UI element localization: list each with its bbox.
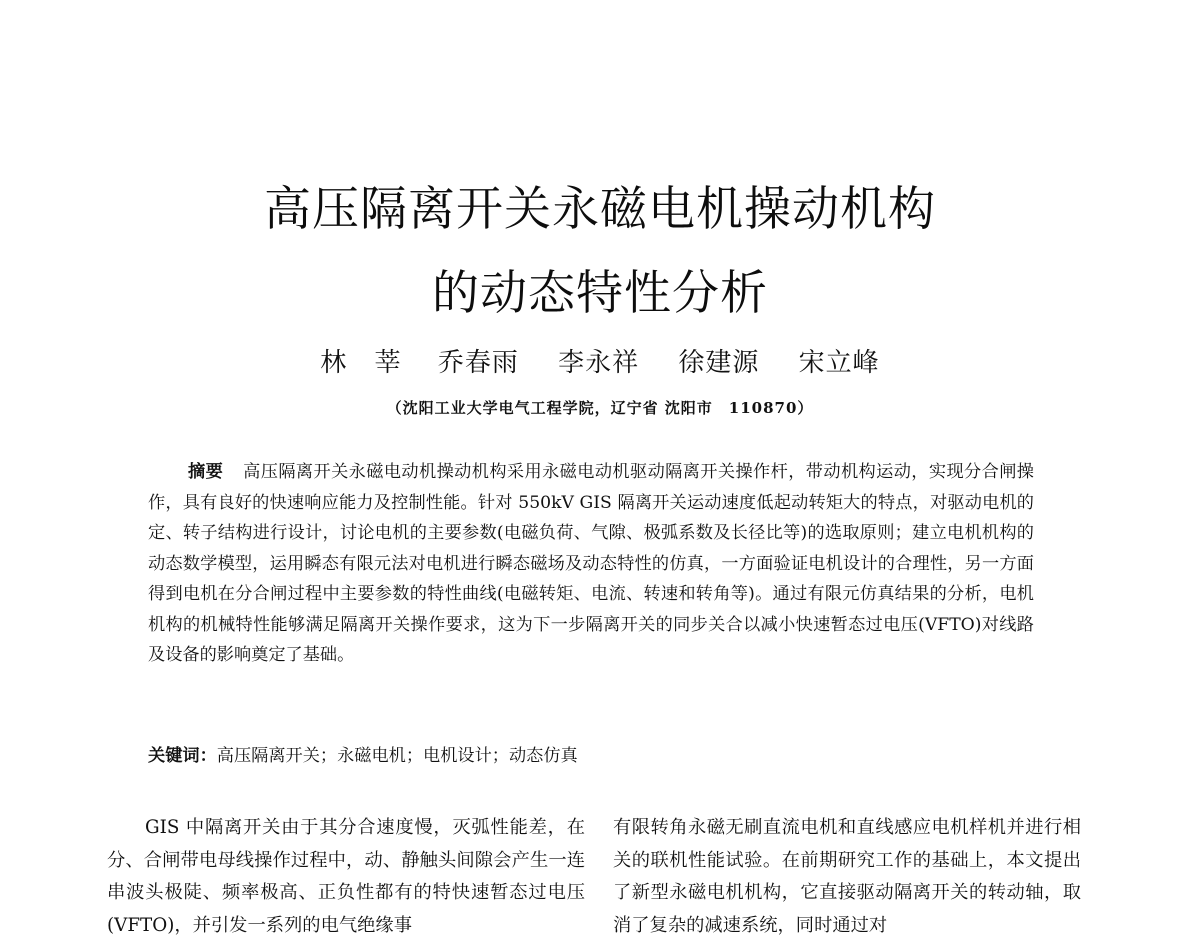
- abstract-label: 摘要: [188, 462, 224, 482]
- author-4: 徐建源: [678, 348, 760, 378]
- abstract: [148, 457, 1034, 671]
- author-1: 林 莘: [320, 348, 411, 378]
- body-column-right: [613, 812, 1081, 942]
- author-3: 李永祥: [558, 348, 640, 378]
- author-list: [0, 346, 1200, 380]
- body-paragraph: GIS 中隔离开关由于其分合速度慢，灭弧性能差，在分、合闸带电母线操作过程中，动、静触头间隙会产生一连串波头极陡、频率极高、正负性都有的特快速暂态过电压(VFTO)，并引发一系列的电气绝缘事: [107, 817, 585, 936]
- body-column-left: [107, 812, 585, 942]
- paper-title-line-2: 的动态特性分析: [432, 266, 768, 321]
- keywords: [148, 742, 1034, 770]
- author-5: 宋立峰: [798, 348, 880, 378]
- affiliation: （沈阳工业大学电气工程学院，辽宁省 沈阳市 110870）: [386, 399, 814, 417]
- author-2: 乔春雨: [437, 348, 519, 378]
- keywords-label: 关键词：: [148, 746, 217, 766]
- abstract-text: 高压隔离开关永磁电动机操动机构采用永磁电动机驱动隔离开关操作杆，带动机构运动，实现分合闸操作，具有良好的快速响应能力及控制性能。针对 550kV GIS 隔离开关运动速度低起动转矩大的特点，对驱动电机的定、转子结构进行设计，讨论电机的主要参数(电磁负荷、气隙、极弧系数及长径比等)的选取原则；建立电机机构的动态数学模型，运用瞬态有限元法对电机进行瞬态磁场及动态特性的仿真，一方面验证电机设计的合理性，另一方面得到电机在分合闸过程中主要参数的特性曲线(电磁转矩、电流、转速和转角等)。通过有限元仿真结果的分析，电机机构的机械特性能够满足隔离开关操作要求，这为下一步隔离开关的同步关合以减小快速暂态过电压(VFTO)对线路及设备的影响奠定了基础。: [148, 462, 1034, 665]
- body-paragraph: 有限转角永磁无刷直流电机和直线感应电机样机并进行相关的联机性能试验。在前期研究工作的基础上，本文提出了新型永磁电机机构，它直接驱动隔离开关的转动轴，取消了复杂的减速系统，同时通过对: [613, 817, 1081, 936]
- paper-title-line-1: 高压隔离开关永磁电机操动机构: [264, 182, 936, 237]
- keywords-text: 高压隔离开关；永磁电机；电机设计；动态仿真: [216, 746, 578, 766]
